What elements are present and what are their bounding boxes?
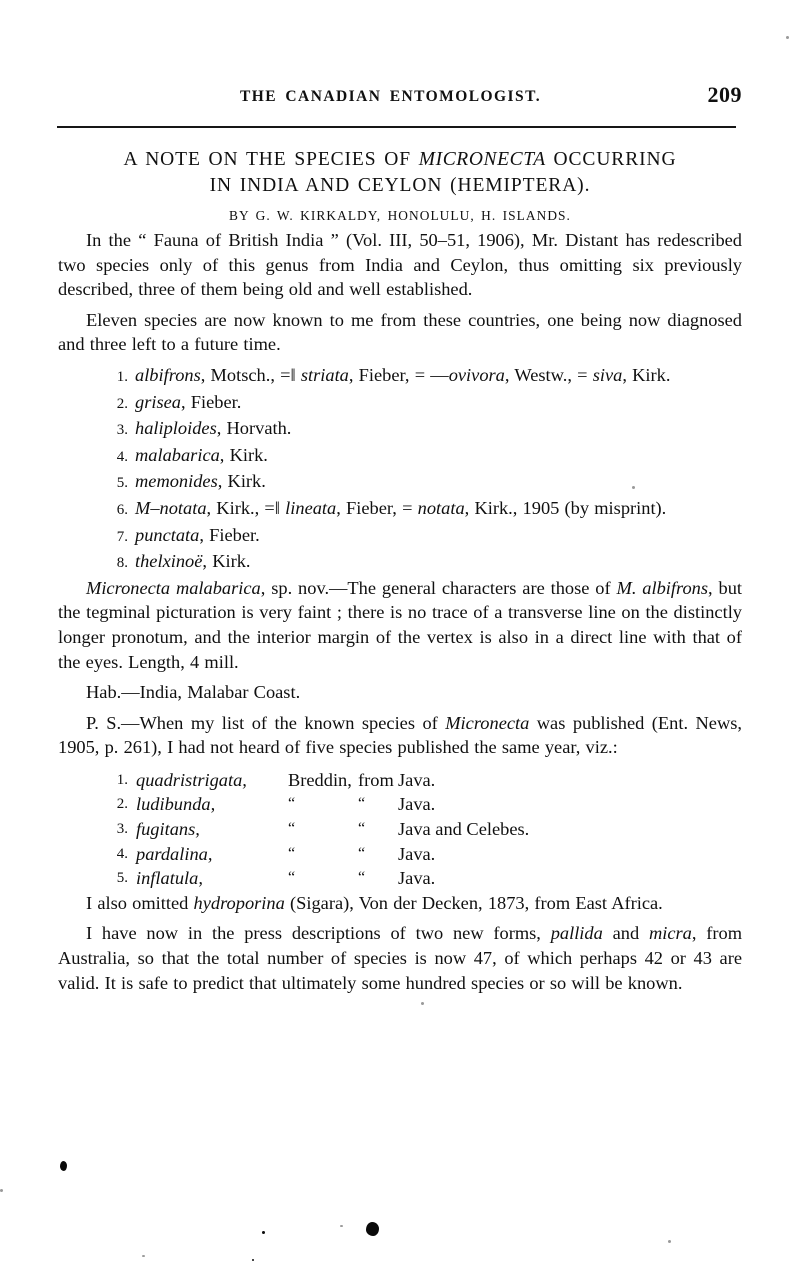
article-title-post: OCCURRING: [545, 149, 677, 170]
species-attribution: , Fieber.: [180, 391, 242, 412]
java-species-locality: Java.: [398, 868, 436, 889]
species-list-item-number: 5.: [116, 475, 128, 492]
java-species-name: ludibunda,: [136, 794, 216, 815]
species-attribution: , Kirk.: [202, 551, 251, 572]
species-attribution: , Kirk.: [219, 444, 268, 465]
article-body: [58, 228, 742, 995]
java-species-locality: Java and Celebes.: [398, 819, 530, 840]
species-list-item: [58, 363, 742, 390]
scan-speck-4: [142, 1255, 145, 1257]
diagnosis-text-2: , but the tegminal picturation is very faint ; there is no trace of a transverse line on the distinctly longer pronotum, and the interior margin of the vertex is also in a direct line with that of the eyes. Length, 4 mill.: [58, 577, 743, 672]
species-name: albifrons: [135, 364, 201, 385]
species-list-item-number: 6.: [116, 501, 128, 518]
paragraph-diagnosis: [58, 576, 742, 674]
scan-speck-3: [340, 1225, 343, 1227]
species-list-item-number: 1.: [116, 368, 128, 385]
paragraph-omitted: [58, 891, 742, 916]
java-species-name: quadristrigata,: [136, 769, 247, 790]
scan-speck-7: [786, 36, 789, 39]
java-species-name: inflatula,: [136, 868, 203, 889]
species-list-item-number: 4.: [116, 448, 128, 465]
paragraph-intro: In the “ Fauna of British India ” (Vol. III, 50–51, 1906), Mr. Distant has redescribed two species only of this genus from India and Ceylon, thus omitting six previously described, three of them being old and well established.: [58, 230, 742, 300]
species-attribution: , Kirk., =‖: [206, 497, 286, 518]
java-species-locality: Java.: [398, 794, 436, 815]
java-species-number: 2.: [116, 796, 128, 813]
java-species-preposition: from: [358, 769, 394, 790]
species-name: grisea: [135, 391, 181, 412]
java-species-row: [58, 842, 742, 867]
species-name: haliploides: [135, 418, 217, 439]
omitted-species: hydroporina: [193, 892, 285, 913]
java-species-number: 4.: [116, 845, 128, 862]
postscript-pre: P. S.—When my list of the known species of: [86, 712, 446, 733]
species-list: [58, 363, 742, 576]
article-title-line-1: [58, 147, 742, 173]
scan-speck-6: [668, 1240, 671, 1243]
java-species-row: [58, 817, 742, 842]
species-list-item: [58, 469, 742, 496]
species-attribution: , Motsch., =‖: [200, 364, 301, 385]
article-title-line-2: IN INDIA AND CEYLON (HEMIPTERA).: [209, 175, 591, 196]
java-species-author: Breddin,: [288, 769, 352, 790]
java-species-author: “: [288, 820, 296, 838]
species-attribution: , Fieber, =: [336, 497, 418, 518]
java-species-preposition: “: [358, 795, 366, 813]
diagnosis-species-ref: M. albifrons: [616, 577, 709, 598]
paragraph-closing: [58, 921, 742, 995]
diagnosis-species-name: Micronecta malabarica: [86, 577, 261, 598]
species-name: ovivora: [448, 364, 505, 385]
species-attribution: , Kirk., 1905 (by misprint).: [464, 497, 667, 518]
closing-species-micra: micra: [648, 923, 692, 944]
closing-species-pallida: pallida: [550, 923, 603, 944]
scan-speck-8: [632, 486, 635, 489]
java-species-number: 5.: [116, 870, 128, 887]
species-name: thelxinoë: [135, 551, 203, 572]
paragraph-eleven-species: Eleven species are now known to me from these countries, one being now diagnosed and three left to a future time.: [58, 309, 742, 355]
java-species-number: 1.: [116, 771, 128, 788]
paragraph-habitat: Hab.—India, Malabar Coast.: [86, 682, 301, 703]
species-name: M–notata: [135, 497, 207, 518]
species-list-item: [58, 390, 742, 417]
java-species-author: “: [288, 844, 296, 862]
ink-blot-footer: [366, 1222, 379, 1236]
article-title-pre: A NOTE ON THE SPECIES OF: [123, 149, 419, 170]
species-attribution: , Horvath.: [216, 418, 292, 439]
article-title-block: [58, 147, 742, 224]
java-species-name: pardalina,: [136, 843, 213, 864]
scan-speck-1: [262, 1231, 265, 1234]
species-list-item: [58, 496, 742, 523]
java-species-list: [58, 768, 742, 891]
species-list-item: [58, 549, 742, 576]
omitted-pre: I also omitted: [86, 892, 194, 913]
species-attribution: , Kirk.: [217, 471, 266, 492]
species-list-item: [58, 443, 742, 470]
species-attribution: , Kirk.: [622, 364, 671, 385]
postscript-genus: Micronecta: [445, 712, 530, 733]
species-list-item: [58, 523, 742, 550]
paragraph-postscript: [58, 711, 742, 760]
java-species-row: [58, 768, 742, 793]
species-name: notata: [417, 497, 465, 518]
article-title-genus: MICRONECTA: [418, 149, 546, 170]
species-name: punctata: [135, 524, 200, 545]
java-species-preposition: “: [358, 844, 366, 862]
java-species-number: 3.: [116, 821, 128, 838]
species-list-item-number: 2.: [116, 395, 128, 412]
running-head: [58, 82, 742, 114]
scan-speck-5: [0, 1189, 3, 1192]
running-head-title: THE CANADIAN ENTOMOLOGIST.: [240, 88, 542, 105]
closing-mid: and: [602, 923, 649, 944]
species-attribution: , Westw., =: [504, 364, 593, 385]
ink-blot-margin: [60, 1161, 67, 1171]
species-name: siva: [592, 364, 623, 385]
species-name: memonides: [135, 471, 218, 492]
postscript-post: was published (Ent. News, 1905, p. 261), I had not heard of five species published the same year, viz.:: [58, 712, 742, 758]
species-list-item-number: 8.: [116, 555, 128, 572]
species-name: lineata: [285, 497, 337, 518]
omitted-post: (Sigara), Von der Decken, 1873, from East Africa.: [284, 892, 663, 913]
java-species-author: “: [288, 795, 296, 813]
java-species-preposition: “: [358, 820, 366, 838]
species-list-item-number: 3.: [116, 422, 128, 439]
species-list-item-number: 7.: [116, 528, 128, 545]
article-byline: BY G. W. KIRKALDY, HONOLULU, H. ISLANDS.: [229, 208, 571, 223]
species-name: striata: [300, 364, 349, 385]
java-species-preposition: “: [358, 869, 366, 887]
header-divider-rule: [57, 126, 736, 128]
java-species-row: [58, 792, 742, 817]
java-species-locality: Java.: [398, 843, 436, 864]
java-species-locality: Java.: [398, 769, 436, 790]
scan-speck-9: [421, 1002, 424, 1005]
page-number: 209: [707, 82, 742, 107]
closing-post: , from Australia, so that the total number of species is now 47, of which perhaps 42 or 43 are valid. It is safe to predict that ultimately some hundred species or so will be known.: [58, 923, 742, 993]
species-name: malabarica: [135, 444, 220, 465]
java-species-row: [58, 866, 742, 891]
closing-pre: I have now in the press descriptions of two new forms,: [86, 923, 551, 944]
species-list-item: [58, 416, 742, 443]
species-attribution: , Fieber, = —: [348, 364, 449, 385]
java-species-name: fugitans,: [136, 819, 200, 840]
diagnosis-text-1: , sp. nov.—The general characters are those of: [260, 577, 617, 598]
java-species-author: “: [288, 869, 296, 887]
species-attribution: , Fieber.: [199, 524, 260, 545]
